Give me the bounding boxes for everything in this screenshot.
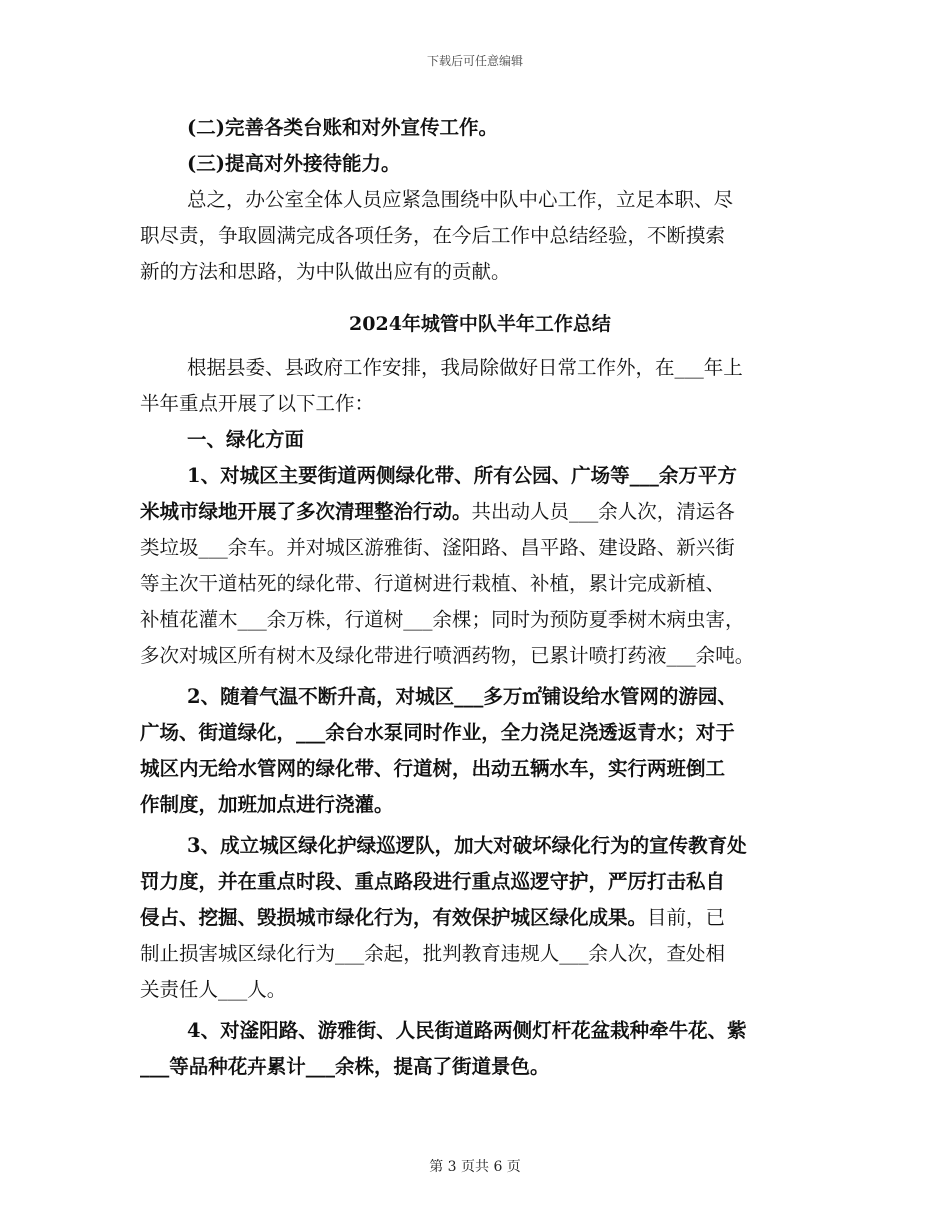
- paragraph4-line: 4、对滏阳路、游雅街、人民街道路两侧灯杆花盆栽种牵牛花、紫: [187, 1019, 747, 1042]
- paragraph1-mixed-line: [140, 494, 820, 530]
- paragraph3-bold-part: 侵占、挖掘、毁损城市绿化行为，有效保护城区绿化成果。: [140, 906, 648, 929]
- intro-line: 根据县委、县政府工作安排，我局除做好日常工作外，在___年上: [187, 356, 743, 379]
- summary-line: 新的方法和思路，为中队做出应有的贡献。: [140, 260, 511, 283]
- paragraph1-normal-part: 共出动人员___余人次，清运各: [471, 500, 735, 523]
- paragraph4-line: ___等品种花卉累计___余株，提高了街道景色。: [140, 1055, 550, 1078]
- paragraph1-line: 多次对城区所有树木及绿化带进行喷洒药物，已累计喷打药液___余吨。: [140, 644, 755, 667]
- paragraph1-line: 等主次干道枯死的绿化带、行道树进行栽植、补植，累计完成新植、: [140, 572, 726, 595]
- intro-line: 半年重点开展了以下工作：: [140, 392, 375, 415]
- paragraph1-bold-part: 米城市绿地开展了多次清理整治行动。: [140, 500, 472, 523]
- paragraph3-line: 关责任人___人。: [140, 978, 287, 1001]
- document-body: [140, 110, 820, 1085]
- paragraph2-line: 作制度，加班加点进行浇灌。: [140, 793, 394, 816]
- page-footer: 第 3 页共 6 页: [429, 1159, 521, 1175]
- paragraph3-line: 3、成立城区绿化护绿巡逻队，加大对破坏绿化行为的宣传教育处: [187, 834, 747, 857]
- section-heading: 一、绿化方面: [187, 428, 305, 451]
- paragraph1-line: 1、对城区主要街道两侧绿化带、所有公园、广场等___余万平方: [187, 464, 737, 487]
- paragraph2-line: 广场、街道绿化，___余台水泵同时作业，全力浇足浇透返青水；对于: [140, 721, 735, 744]
- paragraph3-line: 罚力度，并在重点时段、重点路段进行重点巡逻守护，严厉打击私自: [140, 870, 726, 893]
- summary-line: 总之，办公室全体人员应紧急围绕中队中心工作，立足本职、尽: [187, 188, 734, 211]
- paragraph1-line: 补植花灌木___余万株，行道树___余棵；同时为预防夏季树木病虫害，: [140, 608, 745, 631]
- summary-line: 职尽责，争取圆满完成各项任务，在今后工作中总结经验，不断摸索: [140, 224, 726, 247]
- paragraph3-normal-part: 目前，已: [647, 906, 726, 929]
- paragraph3-line: 制止损害城区绿化行为___余起，批判教育违规人___余人次，查处相: [140, 942, 726, 965]
- item-three: (三)提高对外接待能力。: [187, 152, 401, 175]
- item-two: (二)完善各类台账和对外宣传工作。: [187, 116, 498, 139]
- paragraph2-line: 城区内无给水管网的绿化带、行道树，出动五辆水车，实行两班倒工: [140, 757, 726, 780]
- page-header: 下载后可任意编辑: [426, 54, 523, 68]
- paragraph1-line: 类垃圾___余车。并对城区游雅街、滏阳路、昌平路、建设路、新兴街: [140, 536, 735, 559]
- paragraph3-mixed-line: [140, 900, 820, 936]
- document-title: 2024年城管中队半年工作总结: [349, 313, 611, 335]
- paragraph2-line: 2、随着气温不断升高，对城区___多万㎡铺设给水管网的游园、: [187, 685, 737, 708]
